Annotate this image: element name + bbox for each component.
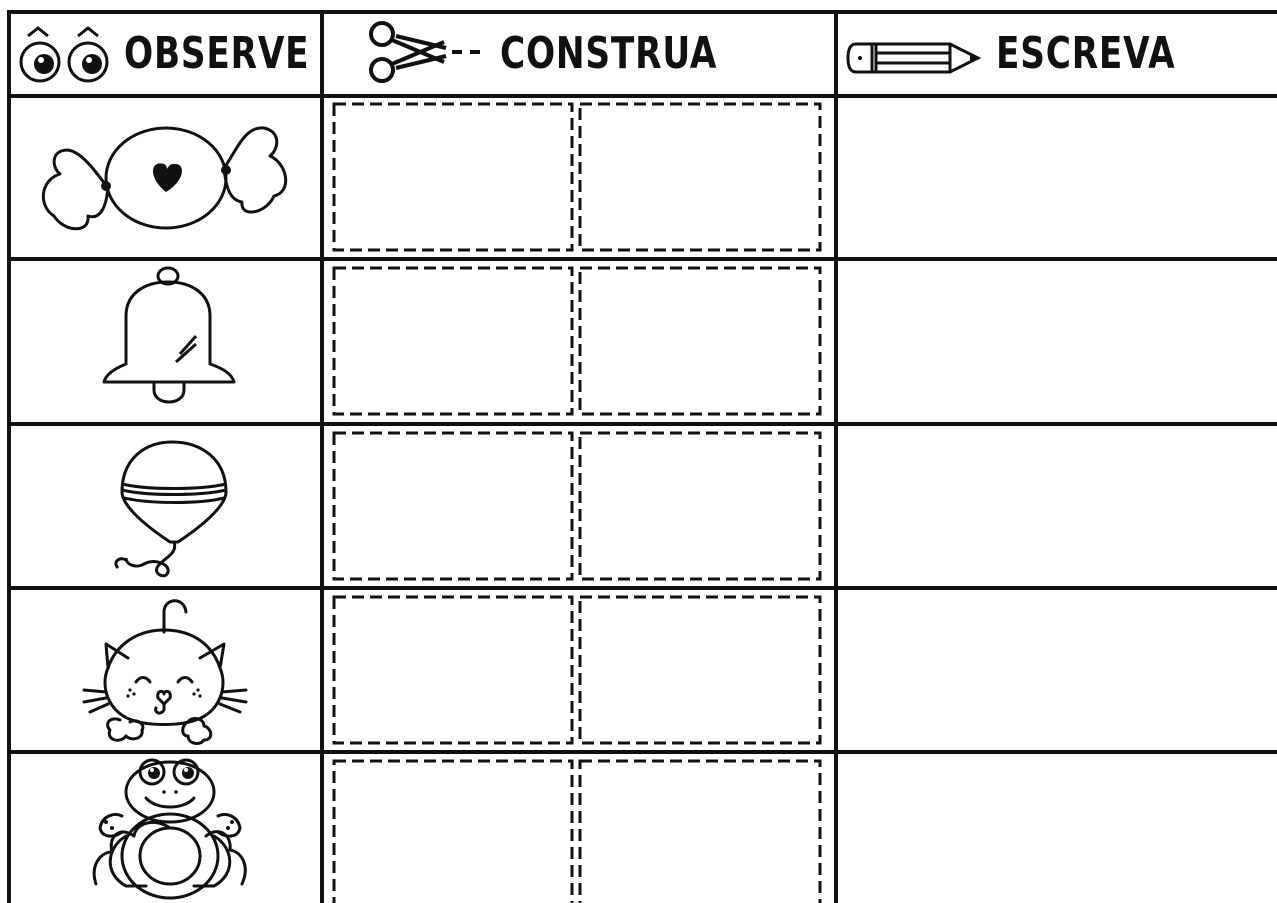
frog-icon (86, 756, 256, 903)
header-escreva: ESCREVA (996, 28, 1176, 79)
header-observe: OBSERVE (124, 28, 310, 79)
pencil-icon (846, 38, 986, 78)
balloon-icon (108, 438, 238, 583)
cat-icon (80, 590, 250, 748)
header-construa: CONSTRUA (500, 28, 718, 79)
eyes-icon (16, 22, 120, 88)
candy-icon (30, 112, 300, 252)
bell-icon (96, 264, 246, 414)
scissors-icon (366, 18, 498, 88)
